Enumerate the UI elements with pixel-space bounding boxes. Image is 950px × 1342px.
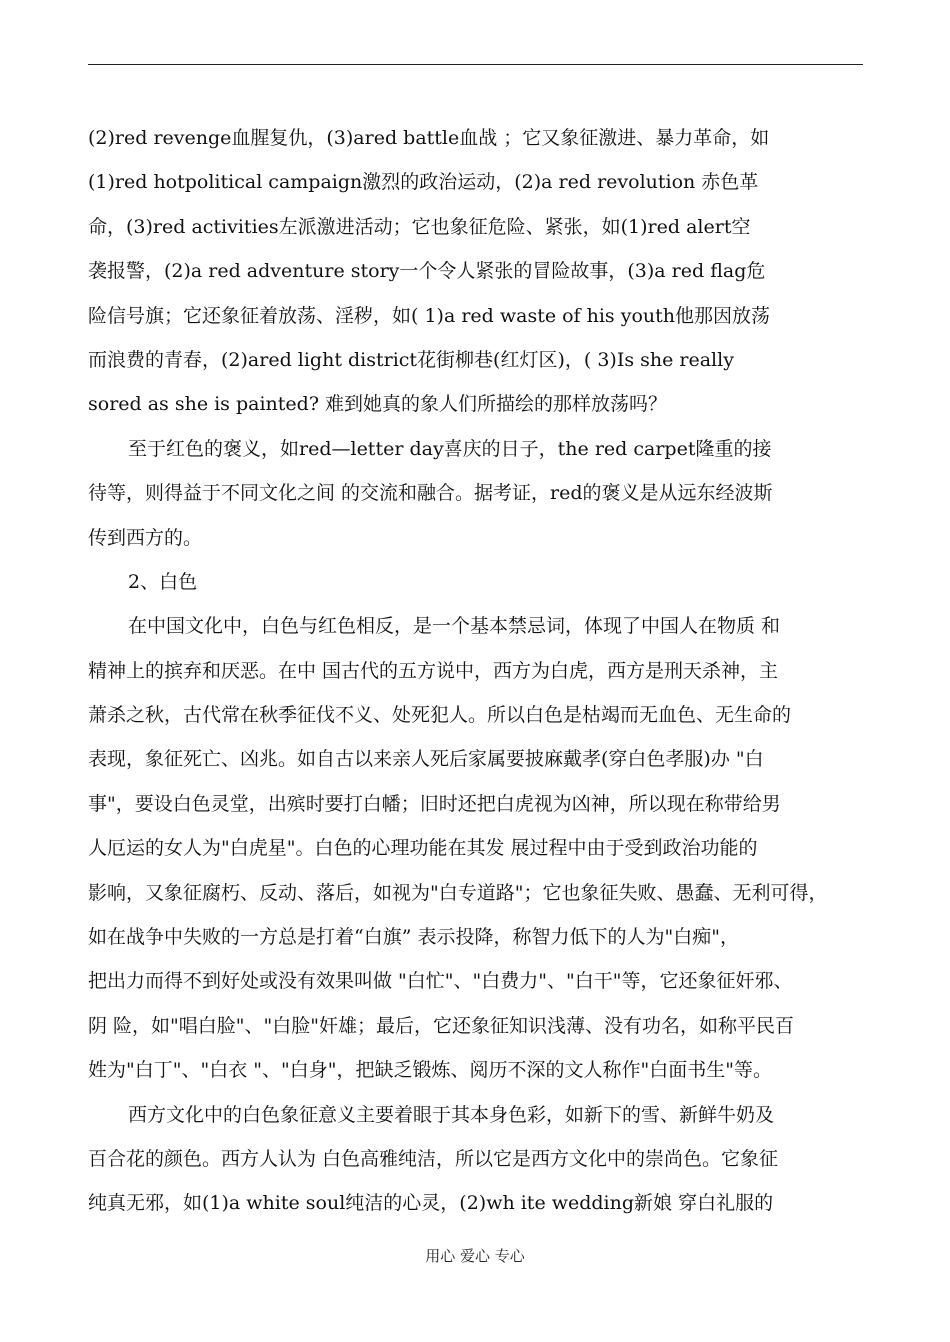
document-body — [88, 116, 863, 1226]
text-line: 人厄运的女人为"白虎星"。白色的心理功能在其发 展过程中由于受到政治功能的 — [88, 837, 758, 860]
text-line: 待等，则得益于不同文化之间 的交流和融合。据考证，red的褒义是从远东经波斯 — [88, 482, 773, 505]
text-line: 影响，又象征腐朽、反动、落后，如视为"白专道路"；它也象征失败、愚蠢、无利可得， — [88, 881, 828, 904]
text-line: 表现，象征死亡、凶兆。如自古以来亲人死后家属要披麻戴孝(穿白色孝服)办 "白 — [88, 748, 764, 771]
text-line: (1)red hotpolitical campaign激烈的政治运动，(2)a red revolution 赤色革 — [88, 171, 759, 194]
text-line: 萧杀之秋，古代常在秋季征伐不义、处死犯人。所以白色是枯竭而无血色、无生命的 — [88, 704, 792, 727]
text-line: 纯真无邪，如(1)a white soul纯洁的心灵，(2)wh ite wedding新娘 穿白礼服的 — [88, 1192, 774, 1215]
paragraph-start-line: 西方文化中的白色象征意义主要着眼于其本身色彩，如新下的雪、新鲜牛奶及 — [128, 1103, 775, 1126]
text-line: 阴 险，如"唱白脸"、"白脸"奸雄；最后，它还象征知识浅薄、没有功名，如称平民百 — [88, 1014, 794, 1037]
text-line: sored as she is painted? 难到她真的象人们所描绘的那样放荡吗？ — [88, 393, 668, 416]
text-line: 如在战争中失败的一方总是打着“白旗” 表示投降，称智力低下的人为"白痴"， — [88, 926, 739, 949]
text-line: 而浪费的青春，(2)ared light district花街柳巷(红灯区)，( 3)Is she really — [88, 348, 734, 371]
text-line: 精神上的摈弃和厌恶。在中 国古代的五方说中，西方为白虎，西方是刑天杀神，主 — [88, 659, 779, 682]
header-rule — [88, 64, 863, 65]
text-line: 百合花的颜色。西方人认为 白色高雅纯洁，所以它是西方文化中的崇尚色。它象征 — [88, 1147, 779, 1170]
text-line: 命，(3)red activities左派激进活动；它也象征危险、紧张，如(1)red alert空 — [88, 215, 751, 238]
text-line: 险信号旗；它还象征着放荡、淫秽，如( 1)a red waste of his youth他那因放荡 — [88, 304, 771, 327]
text-line: 姓为"白丁"、"白衣 "、"白身"，把缺乏锻炼、阅历不深的文人称作"白面书生"等。 — [88, 1059, 772, 1082]
text-line: 传到西方的。 — [88, 526, 203, 549]
paragraph-start-line: 至于红色的褒义，如red—letter day喜庆的日子，the red carpet隆重的接 — [128, 437, 772, 460]
text-line: 把出力而得不到好处或没有效果叫做 "白忙"、"白费力"、"白干"等，它还象征奸邪、 — [88, 970, 793, 993]
section-heading: 2、白色 — [128, 570, 198, 593]
text-line: 事"，要设白色灵堂，出殡时要打白幡；旧时还把白虎视为凶神，所以现在称带给男 — [88, 792, 781, 815]
text-line: 袭报警，(2)a red adventure story一个令人紧张的冒险故事，(3)a red flag危 — [88, 260, 766, 283]
page-footer: 用心 爱心 专心 — [425, 1247, 525, 1265]
paragraph-start-line: 在中国文化中，白色与红色相反，是一个基本禁忌词，体现了中国人在物质 和 — [128, 615, 781, 638]
text-line: (2)red revenge血腥复仇，(3)ared battle血战 ；它又象征激进、暴力革命，如 — [88, 127, 770, 149]
